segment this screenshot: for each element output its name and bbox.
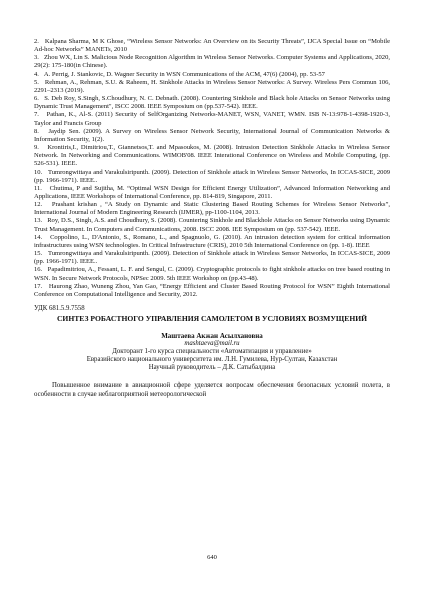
reference-number: 11. [34,184,42,192]
reference-text: Roy, D.S., Singh, A.S. and Choudhury, S. (2008). Countering Sinkhole and Blackhole Attacks on Sensor Networks using Dynamic Trust Management. In Computers and Communications, 2008. ISCC 2008. IEE Symposium on (pp. 537-542). IEEE. [34,217,390,233]
reference-number: 4. [34,70,39,78]
reference-number: 5. [34,78,39,86]
reference-item [34,201,390,217]
reference-number: 7. [34,111,39,119]
reference-text: Coppolino, L., D'Antonio, S., Romano, L., and Spagnuolo, G. (2010). An intrusion detection system for critical information infrastructures using WSN technologies. In Critical Infrastructure (CRIS), 2010 5th International Conference on (pp. 1-8). IEEE [34,233,390,249]
reference-item [34,250,390,266]
reference-item [34,169,390,185]
reference-text: Jaydip Sen. (2009). A Survey on Wireless Sensor Network Security, International Journal of Communication Networks & Information Security, 1(2). [34,127,390,143]
reference-text: A. Perrig, J. Stankovic, D. Wagner Security in WSN Communications of the ACM, 47(6) (2004), pp. 53-57 [43,70,325,78]
reference-item [34,185,390,201]
reference-number: 12. [34,201,43,209]
reference-text: Chutima, P and Sujitha, M. “Optimal WSN Design for Efficient Energy Utilization”, Advanced Information Networking and Applications, IEEE Workshops of International Conference, pp. 814-819, Singapore, 2011. [34,184,390,200]
reference-text: Prashant krishan , “A Study on Dynamic and Static Clustering Based Routing Schemes for Wireless Sensor Networks”, International Journal of Modern Engineering Research (IJMER), pp-1100-1104, 2013. [34,201,390,217]
author-name: Маштаева Акжан Асылхановна [161,331,263,340]
reference-number: 8. [34,127,39,135]
reference-text: Zhou WX, Lin S. Malicious Node Recognition Algorithm in Wireless Sensor Networks. Computer Systems and Applications, 2020, 29(2): 175-180(in Chinese). [34,54,390,70]
article-title: СИНТЕЗ РОБАСТНОГО УПРАВЛЕНИЯ САМОЛЕТОМ В УСЛОВИЯХ ВОЗМУЩЕНИЙ [56,314,368,323]
reference-text: Kalpana Sharma, M K Ghose, “Wireless Sensor Networks: An Overview on its Security Threats”, IJCA Special Issue on “Mobile Ad-hoc Networks” MANETs, 2010 [34,38,390,54]
reference-number: 3. [34,54,39,62]
reference-text: S. Deb Roy, S.Singh, S.Choudhury, N. C. Debnath. (2008). Countering Sinkhole and Black hole Attacks on Sensor Networks using Dynamic Trust Management", ISCC 2008. IEEE Symposium on (pp.537-542). IEEE. [34,95,390,111]
reference-text: Haurong Zhao, Wuneng Zhou, Yan Gao, “Energy Efficient and Cluster Based Routing Protocol for WSN” Eighth International Conference on Computational Intelligence and Security, 2012. [34,282,390,298]
reference-item [34,111,390,127]
reference-number: 13. [34,217,43,225]
reference-item [34,95,390,111]
reference-number: 17. [34,282,43,290]
reference-item [34,54,390,70]
reference-number: 15. [34,250,43,258]
udc-code: УДК 681.5.9.7558 [34,305,85,312]
reference-item [34,144,390,168]
reference-text: Rehman, A., Rehman, S.U. & Raheem, H. Sinkhole Attacks in Wireless Sensor Networks: A Survey. Wireless Pers Commun 106, 2291–2313 (2019). [34,78,390,94]
reference-item [34,71,390,79]
author-email: mashtaeva@mail.ru [184,339,240,347]
affiliation-line: Докторант 1-го курса специальности «Автоматизация и управление» [112,347,312,355]
page-number: 640 [207,554,217,561]
reference-item [34,38,390,54]
reference-item [34,128,390,144]
affiliation-line: Евразийского национального университета им. Л.Н. Гумилева, Нур-Султан, Казахстан [86,356,338,363]
reference-number: 6. [34,95,39,103]
reference-text: Tumrongwittaya and Varakulsiripunth. (2009). Detection of Sinkhole attack in Wireless Sensor Networks, In ICCAS-SICE, 2009 (pp. 1966-1971). IEEE.. [34,168,390,184]
reference-list [34,38,390,299]
reference-item [34,283,390,299]
reference-text: Papadimitriou, A., Fessant, L. F. and Sengul, C. (2009). Cryptographic protocols to fight sinkhole attacks on tree based routing in WSN. In Secure Network Protocols, NPSec 2009. 5th IEEE Workshop on (pp.43-48). [34,266,390,282]
reference-number: 10. [34,168,43,176]
reference-item [34,266,390,282]
reference-item [34,217,390,233]
reference-number: 14. [34,233,43,241]
reference-number: 2. [34,38,39,45]
reference-item [34,79,390,95]
reference-number: 9. [34,144,39,152]
reference-item [34,234,390,250]
reference-text: Tumrongwittaya and Varakulsiripunth. (2009). Detection of Sinkhole attack in Wireless Sensor Networks, In ICCAS-SICE, 2009 (pp. 1966-1971). IEEE.. [34,250,390,266]
reference-text: Pathan, K., Al-S. (2011) Security of SelfOrganizing Networks-MANET, WSN, VANET, WMN. ISB N-13:978-1-4398-1920-3, Taylor and Francis Group [34,111,390,127]
reference-text: Krontiris,I., Dimitriou,T., Giannetsos,T. and Mpasoukos, M. (2008). Intrusion Detection Sinkhole Attacks in Wireless Sensor Network. In Networking and Communications. WIMOB'08. IEEE Interational Conference on Wireless and Mobile Computing, (pp. 526-531). IEEE. [34,144,390,168]
abstract-paragraph: Повышенное внимание в авиационной сфере уделяется вопросам обеспечения безопасных условий полета, в особенности в случае неблагоприятной метеорологической [34,382,390,398]
reference-number: 16. [34,266,43,274]
supervisor-line: Научный руководитель – Д.К. Сатыбалдина [148,364,276,372]
